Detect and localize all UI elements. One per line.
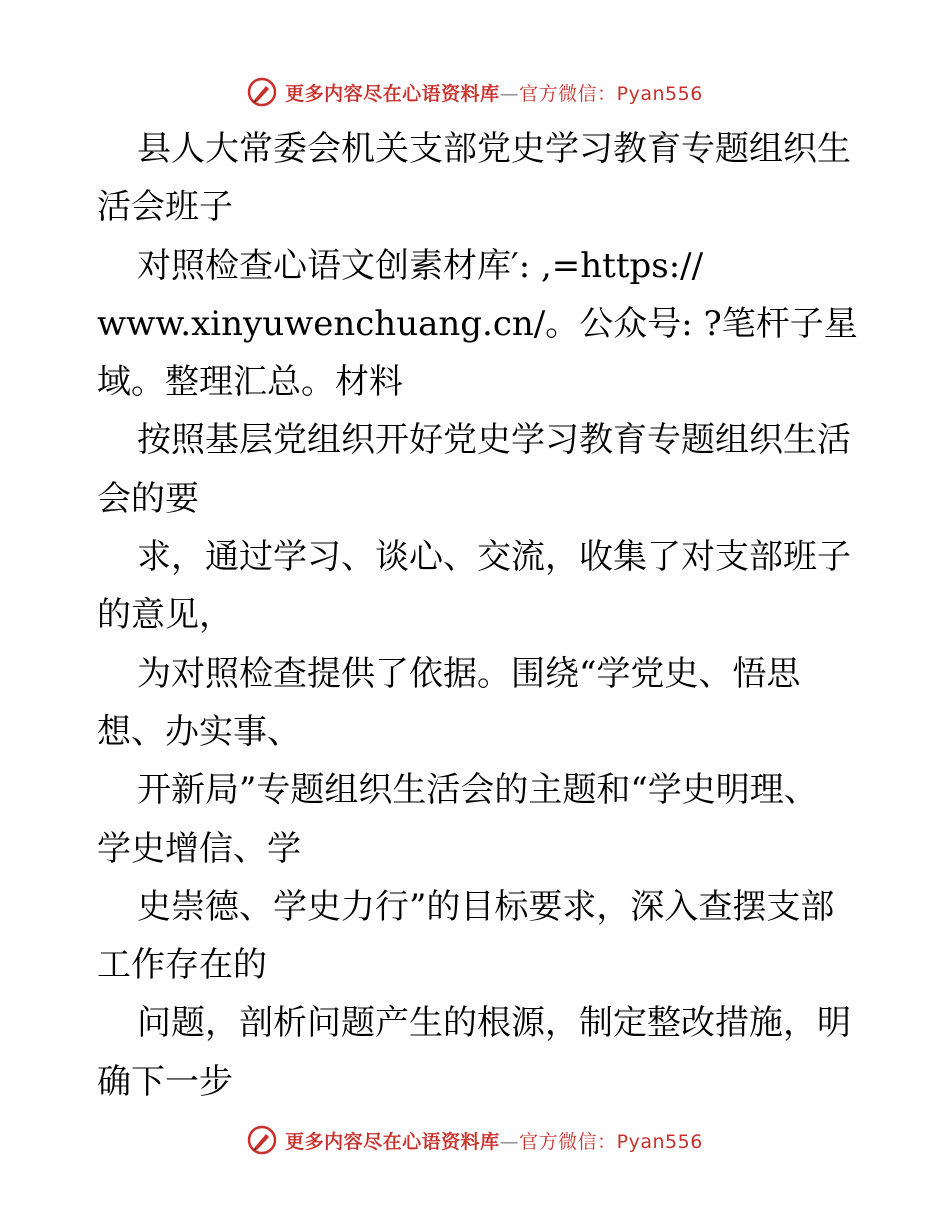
header-banner	[0, 72, 950, 112]
banner-text	[285, 79, 703, 106]
promo-text: 更多内容尽在心语资料库	[285, 1130, 500, 1153]
banner-separator: —	[499, 1130, 520, 1153]
pen-logo-icon	[247, 1125, 277, 1155]
body-line: 对照检查心语文创素材库′: ,=https://	[137, 245, 704, 286]
banner-text	[285, 1127, 703, 1154]
body-line: 县人大常委会机关支部党史学习教育专题组织生	[137, 129, 851, 169]
body-line: 史崇德、学史力行”的目标要求，深入查摆支部	[137, 886, 835, 927]
footer-banner	[0, 1120, 950, 1160]
body-line: 想、办实事、	[97, 711, 301, 752]
wechat-text: 官方微信：Pyan556	[519, 82, 703, 105]
promo-text: 更多内容尽在心语资料库	[285, 82, 500, 105]
body-line: 工作存在的	[97, 945, 267, 986]
body-line: 活会班子	[97, 187, 233, 228]
pen-logo-icon	[247, 77, 277, 107]
banner-separator: —	[499, 82, 520, 105]
body-line: 问题，剖析问题产生的根源，制定整改措施，明	[137, 1003, 851, 1044]
body-line: 学史增信、学	[97, 828, 301, 869]
body-line: 按照基层党组织开好党史学习教育专题组织生活	[137, 420, 851, 461]
body-line: 开新局”专题组织生活会的主题和“学史明理、	[137, 770, 818, 811]
wechat-text: 官方微信：Pyan556	[519, 1130, 703, 1153]
body-line: 为对照检查提供了依据。围绕“学党史、悟思	[137, 653, 801, 694]
body-line: 会的要	[97, 478, 199, 519]
body-line: www.xinyuwenchuang.cn/。公众号: ?笔杆子星	[97, 303, 858, 344]
body-line: 求，通过学习、谈心、交流，收集了对支部班子	[137, 537, 851, 578]
body-line: 域。整理汇总。材料	[97, 362, 403, 403]
body-line: 的意见，	[97, 595, 233, 636]
body-line: 确下一步	[97, 1061, 233, 1102]
document-body	[97, 120, 857, 1111]
